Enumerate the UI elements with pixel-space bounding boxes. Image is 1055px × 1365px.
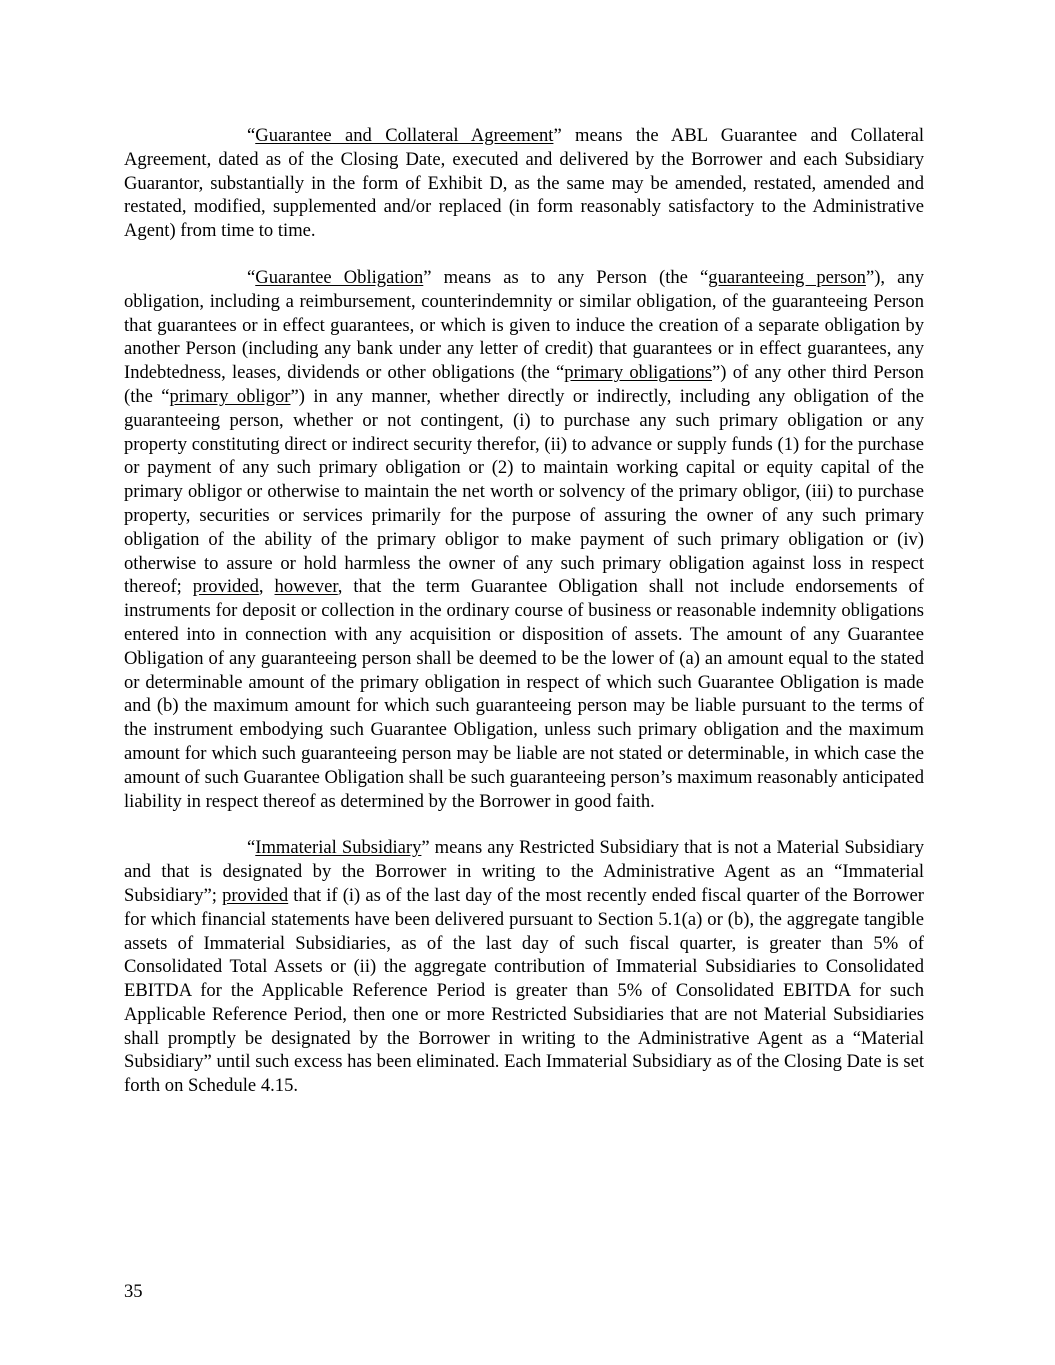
definition-text: ” means any Restricted Subsidiary that is not a Material Subsidiary and that is designated by the Borrower in writing to the Administrative Agent as an “Immaterial Subsidiary”; (124, 837, 924, 906)
emphasis-provided: provided (192, 576, 259, 598)
defined-term: Guarantee Obligation (255, 266, 424, 288)
definition-immaterial-subsidiary: “Immaterial Subsidiary” means any Restricted Subsidiary that is not a Material Subsidiary and that is designated by the Borrower in writing to the Administrative Agent as an “Immaterial Subsidiary”; provided that if (i) as of the last day of the most recently ended fiscal quarter of the Borrower for which financial statements have been delivered pursuant to Section 5.1(a) or (b), the aggregate tangible assets of Immaterial Subsidiaries, as of the last day of such fiscal quarter, is greater than 5% of Consolidated Total Assets or (ii) the aggregate contribution of Immaterial Subsidiaries to Consolidated EBITDA for the Applicable Reference Period is greater than 5% of Consolidated EBITDA for such Applicable Reference Period, then one or more Restricted Subsidiaries that are not Material Subsidiaries shall promptly be designated by the Borrower in writing to the Administrative Agent as a “Material Subsidiary” until such excess has been eliminated. Each Immaterial Subsidiary as of the Closing Date is set forth on Schedule 4.15. (124, 837, 924, 1097)
definition-guarantee-obligation: “Guarantee Obligation” means as to any Person (the “guaranteeing person”), any obligation, including a reimbursement, counterindemnity or similar obligation, of the guaranteeing Person that guarantees or in effect guarantees, or which is given to induce the creation of a separate obligation by another Person (including any bank under any letter of credit) that guarantees or in effect guarantees, any Indebtedness, leases, dividends or other obligations (the “primary obligations”) of any other third Person (the “primary obligor”) in any manner, whether directly or indirectly, including any obligation of the guaranteeing person, whether or not contingent, (i) to purchase any such primary obligation or any property constituting direct or indirect security therefor, (ii) to advance or supply funds (1) for the purchase or payment of any such primary obligation or (2) to maintain working capital or equity capital of the primary obligor or otherwise to maintain the net worth or solvency of the primary obligor, (iii) to purchase property, securities or services primarily for the purpose of assuring the owner of any such primary obligation of the ability of the primary obligor to make payment of such primary obligation or (iv) otherwise to assure or hold harmless the owner of any such primary obligation against loss in respect thereof; provided, however, that the term Guarantee Obligation shall not include endorsements of instruments for deposit or collection in the ordinary course of business or reasonable indemnity obligations entered into in connection with any acquisition or disposition of assets. The amount of any Guarantee Obligation of any guaranteeing person shall be deemed to be the lower of (a) an amount equal to the stated or determinable amount of the primary obligation in respect of which such Guarantee Obligation is made and (b) the maximum amount for which such guaranteeing person may be liable pursuant to the terms of the instrument embodying such Guarantee Obligation, unless such primary obligation and the maximum amount for which such guaranteeing person may be liable are not stated or determinable, in which case the amount of such Guarantee Obligation shall be such guaranteeing person’s maximum reasonably anticipated liability in respect thereof as determined by the Borrower in good faith. (124, 266, 925, 812)
defined-term-primary-obligor: primary obligor (169, 385, 291, 407)
definition-guarantee-and-collateral-agreement: “Guarantee and Collateral Agreement” means the ABL Guarantee and Collateral Agreement, dated as of the Closing Date, executed and delivered by the Borrower and each Subsidiary Guarantor, substantially in the form of Exhibit D, as the same may be amended, restated, amended and restated, modified, supplemented and/or replaced (in form reasonably satisfactory to the Administrative Agent) from time to time. (124, 125, 924, 242)
defined-term: Guarantee and Collateral Agreement (255, 125, 554, 146)
emphasis-however: however (274, 576, 338, 598)
definition-text: ”) of any other third Person (the “ (124, 362, 924, 407)
page-number: 35 (124, 1281, 143, 1302)
definition-text: , (258, 576, 275, 598)
definition-text: , that the term Guarantee Obligation shall not include endorsements of instruments for deposit or collection in the ordinary course of business or reasonable indemnity obligations entered into in connection with any acquisition or disposition of assets. The amount of any Guarantee Obligation of any guaranteeing person shall be deemed to be the lower of (a) an amount equal to the stated or determinable amount of the primary obligation in respect of which such Guarantee Obligation is made and (b) the maximum amount for which such guaranteeing person may be liable pursuant to the terms of the instrument embodying such Guarantee Obligation, unless such primary obligation and the maximum amount for which such guaranteeing person may be liable are not stated or determinable, in which case the amount of such Guarantee Obligation shall be such guaranteeing person’s maximum reasonably anticipated liability in respect thereof as determined by the Borrower in good faith. (124, 576, 925, 812)
definition-text: ” means the ABL Guarantee and Collateral Agreement, dated as of the Closing Date, executed and delivered by the Borrower and each Subsidiary Guarantor, substantially in the form of Exhibit D, as the same may be amended, restated, amended and restated, modified, supplemented and/or replaced (in form reasonably satisfactory to the Administrative Agent) from time to time. (124, 125, 924, 242)
definition-text: ”), any obligation, including a reimbursement, counterindemnity or similar obligation, of the guaranteeing Person that guarantees or in effect guarantees, or which is given to induce the creation of a separate obligation by another Person (including any bank under any letter of credit) that guarantees or in effect guarantees, any Indebtedness, leases, dividends or other obligations (the “ (124, 266, 924, 384)
emphasis-provided: provided (222, 884, 289, 906)
document-body (124, 124, 924, 1098)
defined-term: Immaterial Subsidiary (255, 837, 422, 859)
defined-term-guaranteeing-person: guaranteeing person (708, 266, 866, 288)
definition-text: ”) in any manner, whether directly or indirectly, including any obligation of the guaranteeing person, whether or not contingent, (i) to purchase any such primary obligation or any property constituting direct or indirect security therefor, (ii) to advance or supply funds (1) for the purchase or payment of any such primary obligation or (2) to maintain working capital or equity capital of the primary obligor or otherwise to maintain the net worth or solvency of the primary obligor, (iii) to purchase property, securities or services primarily for the purpose of assuring the owner of any such primary obligation of the ability of the primary obligor to make payment of such primary obligation or (iv) otherwise to assure or hold harmless the owner of any such primary obligation against loss in respect thereof; (124, 385, 924, 598)
definition-text: that if (i) as of the last day of the most recently ended fiscal quarter of the Borrower for which financial statements have been delivered pursuant to Section 5.1(a) or (b), the aggregate tangible assets of Immaterial Subsidiaries, as of the last day of such fiscal quarter, is greater than 5% of Consolidated Total Assets or (ii) the aggregate contribution of Immaterial Subsidiaries to Consolidated EBITDA for the Applicable Reference Period is greater than 5% of Consolidated EBITDA for such Applicable Reference Period, then one or more Restricted Subsidiaries that are not Material Subsidiaries shall promptly be designated by the Borrower in writing to the Administrative Agent as a “Material Subsidiary” until such excess has been eliminated. Each Immaterial Subsidiary as of the Closing Date is set forth on Schedule 4.15. (124, 884, 924, 1097)
definition-text: ” means as to any Person (the “ (423, 266, 709, 288)
defined-term-primary-obligations: primary obligations (564, 362, 713, 384)
